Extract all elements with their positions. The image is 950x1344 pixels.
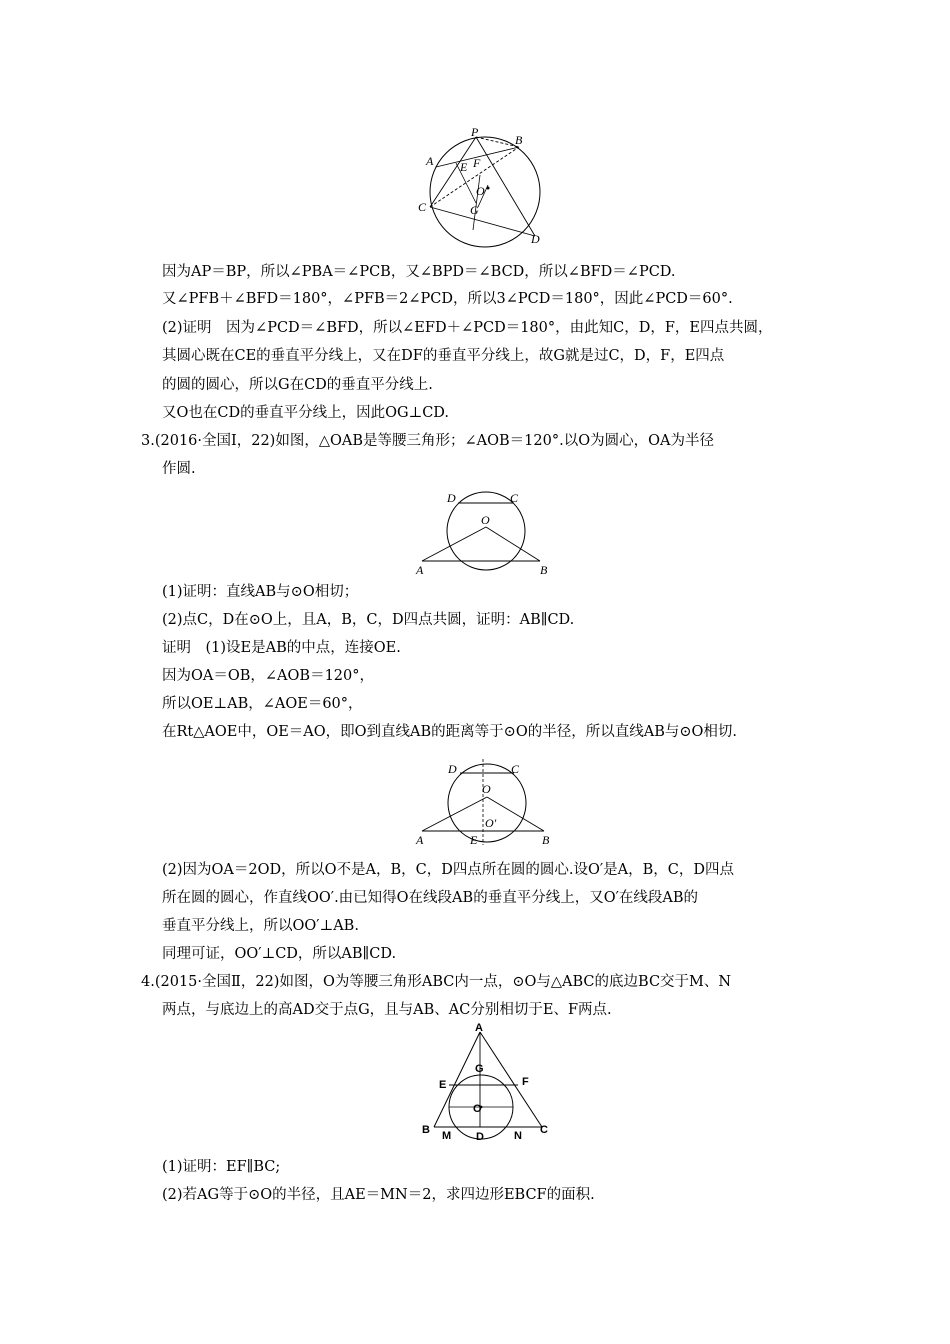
fig2-label-C: C	[510, 491, 519, 505]
question-3-line-2: 作圆.	[162, 461, 196, 477]
solution-line: (2)点C，D在⊙O上，且A，B，C，D四点共圆，证明：AB∥CD.	[162, 612, 575, 628]
solution-line: (2)因为OA＝2OD，所以O不是A，B，C，D四点所在圆的圆心.设O′是A，B，C，D四点	[162, 862, 735, 878]
fig4-label-N: N	[514, 1130, 522, 1142]
fig4-label-D: D	[476, 1131, 484, 1143]
fig2-label-D: D	[447, 491, 456, 505]
fig3-label-E: E	[470, 833, 478, 847]
solution-line: 因为AP＝BP，所以∠PBA＝∠PCB，又∠BPD＝∠BCD，所以∠BFD＝∠PCD.	[162, 264, 676, 280]
fig4-label-O: O	[473, 1103, 482, 1115]
figure-3-circle-triangle-dashed	[410, 755, 560, 850]
fig4-label-F: F	[522, 1076, 529, 1088]
solution-line: 因为OA＝OB，∠AOB＝120°，	[162, 668, 374, 684]
fig3-label-O-prime: O′	[485, 816, 497, 830]
solution-line: 同理可证，OO′⊥CD，所以AB∥CD.	[162, 946, 397, 962]
figure-2-circle-triangle	[410, 488, 560, 578]
fig4-label-E: E	[439, 1079, 447, 1091]
solution-line: 在Rt△AOE中，OE＝AO，即O到直线AB的距离等于⊙O的半径，所以直线AB与⊙O相切.	[162, 724, 737, 740]
solution-line: 其圆心既在CE的垂直平分线上，又在DF的垂直平分线上，故G就是过C，D，F，E四点	[162, 348, 725, 364]
question-4-line-1: 4.(2015·全国Ⅱ，22)如图，O为等腰三角形ABC内一点，⊙O与△ABC的底边BC交于M、N	[141, 974, 732, 990]
solution-line: 又O也在CD的垂直平分线上，因此OG⊥CD.	[162, 405, 450, 421]
fig1-label-F: F	[473, 156, 481, 170]
question-part: (1)证明：EF∥BC;	[162, 1159, 281, 1175]
fig1-label-P: P	[471, 125, 479, 139]
fig1-label-G: G	[470, 203, 479, 217]
figure-1-circle-diagram	[410, 125, 560, 250]
fig2-label-O: O	[481, 513, 490, 527]
figure-4-triangle-incircle	[412, 1022, 562, 1152]
solution-line: 所以OE⊥AB，∠AOE＝60°，	[162, 696, 363, 712]
fig3-label-C: C	[511, 762, 520, 776]
solution-line: 垂直平分线上，所以OO′⊥AB.	[162, 918, 359, 934]
fig3-label-D: D	[448, 762, 457, 776]
fig1-label-C: C	[418, 200, 427, 214]
solution-line: 又∠PFB＋∠BFD＝180°，∠PFB＝2∠PCD，所以3∠PCD＝180°，因此∠PCD＝60°.	[162, 291, 733, 307]
fig3-label-A: A	[416, 833, 424, 847]
question-part: (2)若AG等于⊙O的半径，且AE＝MN＝2，求四边形EBCF的面积.	[162, 1187, 595, 1203]
fig3-label-O: O	[482, 782, 491, 796]
fig1-label-E: E	[460, 160, 468, 174]
fig4-label-M: M	[442, 1130, 452, 1142]
solution-line: 的圆的圆心，所以G在CD的垂直平分线上.	[162, 377, 433, 393]
fig2-label-A: A	[416, 563, 424, 577]
question-3-line-1: 3.(2016·全国Ⅰ，22)如图，△OAB是等腰三角形；∠AOB＝120°.以O为圆心，OA为半径	[141, 433, 714, 449]
fig1-label-B: B	[515, 133, 523, 147]
question-4-line-2: 两点，与底边上的高AD交于点G，且与AB、AC分别相切于E、F两点.	[162, 1002, 612, 1018]
solution-line: 证明 (1)设E是AB的中点，连接OE.	[162, 640, 401, 656]
solution-line: (2)证明 因为∠PCD＝∠BFD，所以∠EFD＋∠PCD＝180°，由此知C，D，F，E四点共圆，	[162, 320, 773, 336]
solution-line: 所在圆的圆心，作直线OO′.由已知得O在线段AB的垂直平分线上，又O′在线段AB的	[162, 890, 698, 906]
fig4-label-B: B	[422, 1124, 430, 1136]
fig4-label-C: C	[540, 1124, 548, 1136]
fig3-label-B: B	[542, 833, 550, 847]
fig4-label-A: A	[475, 1022, 483, 1034]
fig1-label-O: O	[476, 184, 485, 198]
fig2-label-B: B	[540, 563, 548, 577]
fig1-label-A: A	[426, 154, 434, 168]
solution-line: (1)证明：直线AB与⊙O相切；	[162, 584, 359, 600]
fig1-label-D: D	[531, 232, 540, 246]
fig4-label-G: G	[475, 1063, 484, 1075]
